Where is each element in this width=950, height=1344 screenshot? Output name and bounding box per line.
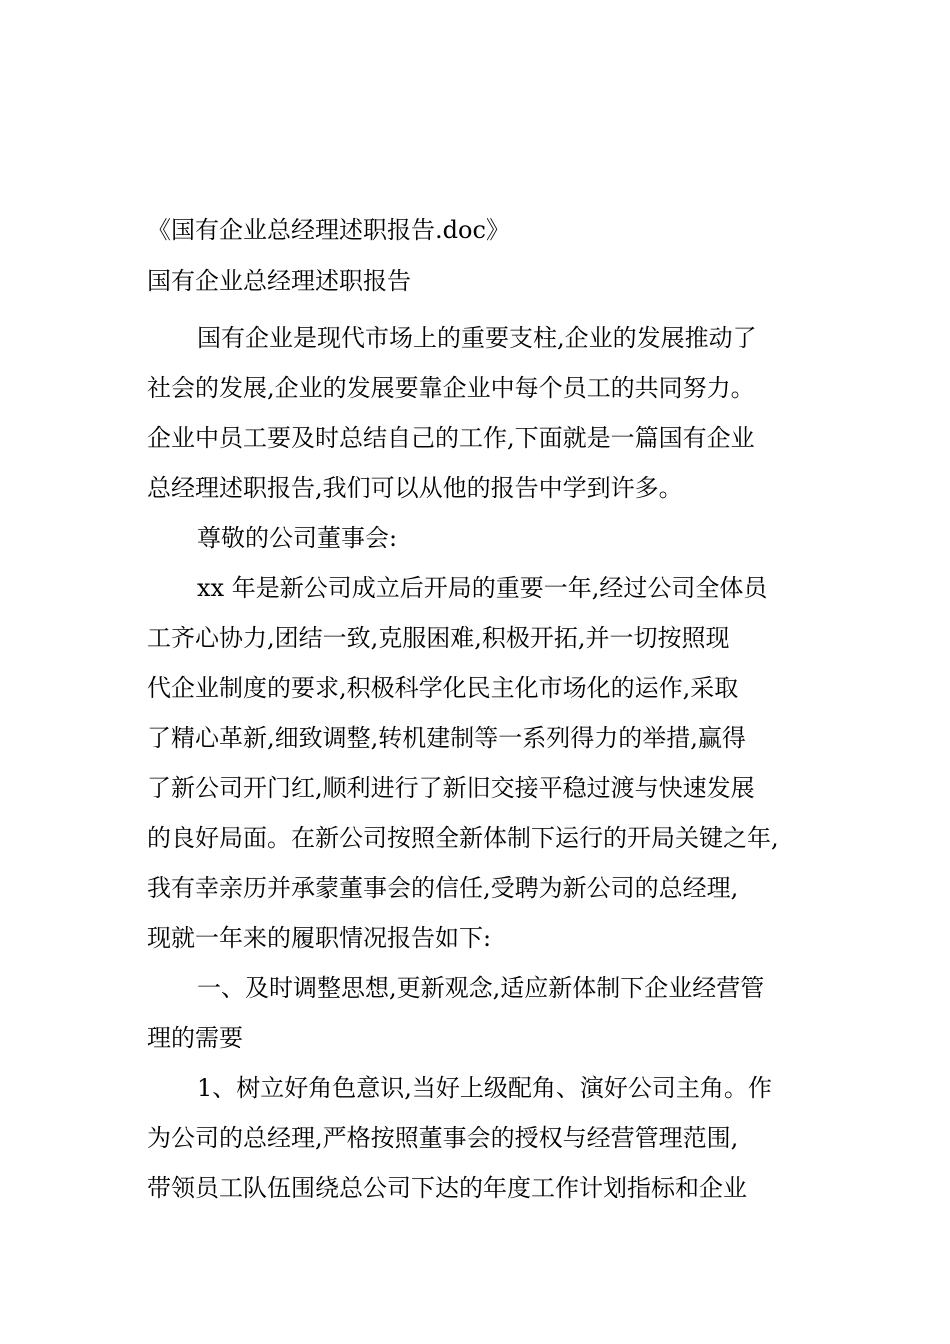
- body-line: 的良好局面。在新公司按照全新体制下运行的开局关键之年,: [147, 824, 779, 852]
- body-text: [147, 313, 817, 1213]
- body-line: 尊敬的公司董事会:: [197, 524, 398, 552]
- body-line: 了新公司开门红,顺利进行了新旧交接平稳过渡与快速发展: [147, 774, 755, 802]
- body-line: 企业中员工要及时总结自己的工作,下面就是一篇国有企业: [147, 424, 755, 452]
- body-line: 为公司的总经理,严格按照董事会的授权与经营管理范围,: [147, 1124, 739, 1152]
- body-line: 社会的发展,企业的发展要靠企业中每个员工的共同努力。: [147, 374, 755, 402]
- body-line: 代企业制度的要求,积极科学化民主化市场化的运作,采取: [147, 674, 739, 702]
- file-title: 《国有企业总经理述职报告.doc》: [147, 216, 510, 244]
- document-heading: 国有企业总经理述职报告: [147, 267, 411, 295]
- body-line: 现就一年来的履职情况报告如下:: [147, 924, 492, 952]
- body-line: 了精心革新,细致调整,转机建制等一系列得力的举措,赢得: [147, 724, 746, 752]
- body-line: 带领员工队伍围绕总公司下达的年度工作计划指标和企业: [147, 1174, 747, 1202]
- body-line: 1、树立好角色意识,当好上级配角、演好公司主角。作: [197, 1074, 772, 1102]
- body-line: 工齐心协力,团结一致,克服困难,积极开拓,并一切按照现: [147, 624, 730, 652]
- document-body: [147, 212, 817, 1213]
- body-line: 我有幸亲历并承蒙董事会的信任,受聘为新公司的总经理,: [147, 874, 739, 902]
- body-line: 总经理述职报告,我们可以从他的报告中学到许多。: [147, 474, 683, 502]
- body-line: 国有企业是现代市场上的重要支柱,企业的发展推动了: [197, 324, 757, 352]
- body-line: 一、及时调整思想,更新观念,适应新体制下企业经营管: [197, 974, 765, 1002]
- body-line: 理的需要: [147, 1024, 243, 1052]
- body-line: xx 年是新公司成立后开局的重要一年,经过公司全体员: [197, 574, 768, 602]
